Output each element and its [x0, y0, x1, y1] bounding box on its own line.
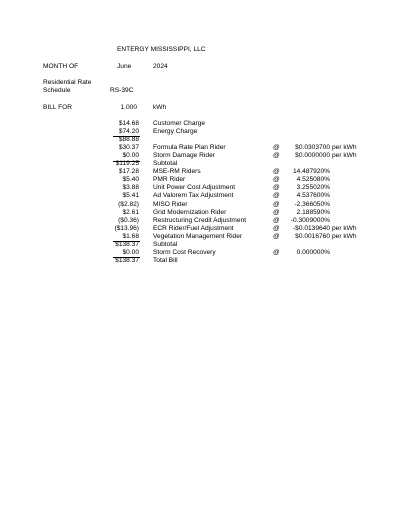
- charge-amount: ($2.82): [118, 200, 139, 208]
- charge-amount: $138.37: [115, 240, 139, 248]
- at-symbol: @: [273, 152, 280, 160]
- charge-amount: $3.88: [122, 184, 139, 192]
- charge-rate: 4.537600%: [296, 192, 330, 200]
- at-symbol: @: [273, 176, 280, 184]
- charge-description: Grid Modernization Rider: [153, 208, 227, 216]
- bill-for-label: BILL FOR: [43, 104, 73, 111]
- charge-description: Energy Charge: [153, 128, 198, 136]
- charge-amount: $88.88: [118, 136, 139, 144]
- company-name: ENTERGY MISSISSIPPI, LLC: [117, 46, 206, 53]
- at-symbol: @: [273, 224, 280, 232]
- rate-unit: per kWh: [332, 144, 357, 152]
- charge-rate: $0.0000000: [295, 152, 330, 160]
- charge-description: Subtotal: [153, 160, 178, 168]
- charge-description: Total Bill: [153, 256, 178, 264]
- charge-amount: $74.20: [118, 128, 139, 136]
- charge-amount: $5.41: [122, 192, 139, 200]
- charge-rate: -$0.0139640: [292, 224, 330, 232]
- charge-amount: $5.40: [122, 176, 139, 184]
- charge-amount: $119.25: [115, 160, 139, 168]
- subtotal-rule: [113, 257, 140, 258]
- charge-description: Subtotal: [153, 240, 178, 248]
- charge-rate: 4.525080%: [296, 176, 330, 184]
- charge-description: PMR Rider: [153, 176, 186, 184]
- month-value: June: [117, 63, 132, 70]
- charge-description: Ad Valorem Tax Adjustment: [153, 192, 234, 200]
- charge-rate: -2.366050%: [294, 200, 330, 208]
- charge-amount: $138.37: [115, 256, 139, 264]
- charge-description: Storm Cost Recovery: [153, 248, 216, 256]
- at-symbol: @: [273, 192, 280, 200]
- subtotal-rule: [113, 161, 140, 162]
- charge-description: Restructuring Credit Adjustment: [153, 216, 247, 224]
- at-symbol: @: [273, 248, 280, 256]
- charge-description: Storm Damage Rider: [153, 152, 215, 160]
- charge-rate: $0.0016760: [295, 232, 330, 240]
- subtotal-rule: [113, 136, 140, 137]
- charge-description: MISO Rider: [153, 200, 188, 208]
- charge-rate: 0.000000%: [296, 248, 330, 256]
- at-symbol: @: [273, 216, 280, 224]
- bill-for-quantity: 1.000: [120, 104, 137, 111]
- charge-amount: $0.00: [122, 152, 139, 160]
- charge-rate: -0.3009000%: [290, 216, 330, 224]
- charge-amount: $0.00: [122, 248, 139, 256]
- rate-unit: per kWh: [332, 224, 357, 232]
- at-symbol: @: [273, 168, 280, 176]
- charge-amount: $30.37: [118, 144, 139, 152]
- bill-for-unit: kWh: [153, 104, 167, 111]
- charge-rate: 2.188590%: [296, 208, 330, 216]
- rate-unit: per kWh: [332, 232, 357, 240]
- charge-description: MSE-RM Riders: [153, 168, 201, 176]
- charge-amount: $17.28: [118, 168, 139, 176]
- charge-amount: $2.61: [122, 208, 139, 216]
- charge-description: Customer Charge: [153, 120, 206, 127]
- charge-rate: 14.487920%: [292, 168, 330, 176]
- rate-schedule-label-line2: Schedule: [43, 87, 71, 94]
- at-symbol: @: [273, 184, 280, 192]
- charge-rate: 3.255020%: [296, 184, 330, 192]
- charge-description: Unit Power Cost Adjustment: [153, 184, 236, 192]
- charge-rate: $0.0303700: [295, 144, 330, 152]
- at-symbol: @: [273, 144, 280, 152]
- charge-amount: $1.68: [122, 232, 139, 240]
- at-symbol: @: [273, 232, 280, 240]
- at-symbol: @: [273, 208, 280, 216]
- charge-amount: ($13.96): [114, 224, 139, 232]
- at-symbol: @: [273, 200, 280, 208]
- charge-amount: $14.68: [118, 120, 139, 127]
- year-value: 2024: [153, 63, 168, 70]
- charge-description: ECR Rider/Fuel Adjustment: [153, 224, 234, 232]
- month-label: MONTH OF: [43, 63, 79, 70]
- rate-schedule-label-line1: Residential Rate: [43, 79, 92, 86]
- charge-description: Vegetation Management Rider: [153, 232, 243, 240]
- rate-schedule-value: RS-39C: [110, 87, 134, 94]
- rate-unit: per kWh: [332, 152, 357, 160]
- charge-amount: ($0.36): [118, 216, 139, 224]
- charge-description: Formula Rate Plan Rider: [153, 144, 226, 152]
- subtotal-rule: [113, 241, 140, 242]
